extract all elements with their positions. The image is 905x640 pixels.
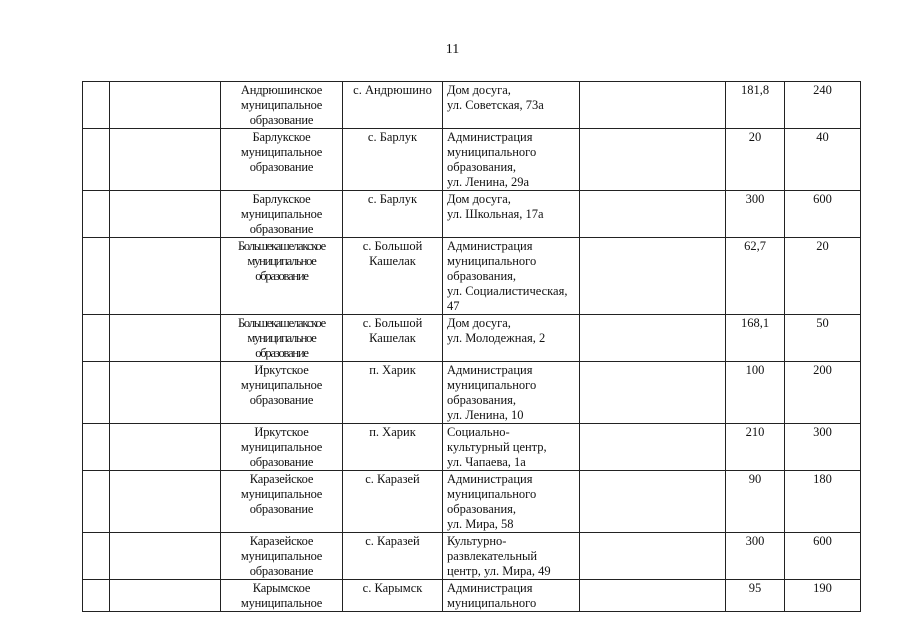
blank-cell bbox=[110, 315, 221, 362]
address-line: Дом досуга, bbox=[447, 83, 511, 97]
value-2: 200 bbox=[813, 363, 832, 377]
value-cell-2 bbox=[785, 191, 861, 238]
address-line: муниципального bbox=[447, 487, 537, 501]
blank-cell bbox=[110, 580, 221, 612]
municipality-line: муниципальное bbox=[240, 596, 323, 610]
blank-cell bbox=[110, 471, 221, 533]
municipality-line: Андрюшинское bbox=[240, 83, 323, 97]
address-line: Дом досуга, bbox=[447, 316, 511, 330]
blank-cell bbox=[110, 82, 221, 129]
settlement-line: с. Каразей bbox=[365, 472, 420, 486]
address-line: ул. Ленина, 10 bbox=[447, 408, 524, 422]
value-cell-2 bbox=[785, 129, 861, 191]
settlement-line: с. Барлук bbox=[367, 130, 418, 144]
settlement-line: п. Харик bbox=[369, 425, 416, 439]
value-cell-1 bbox=[726, 471, 785, 533]
settlement-line: с. Каразей bbox=[365, 534, 420, 548]
value-cell-1 bbox=[726, 362, 785, 424]
settlement-cell bbox=[343, 315, 443, 362]
address-line: центр, ул. Мира, 49 bbox=[447, 564, 551, 578]
blank-cell bbox=[110, 362, 221, 424]
municipality-line: образование bbox=[255, 346, 308, 360]
blank-cell bbox=[580, 315, 726, 362]
address-cell bbox=[443, 362, 580, 424]
settlement-line: с. Большой bbox=[362, 316, 423, 330]
address-cell bbox=[443, 82, 580, 129]
municipality-line: Каразейское bbox=[249, 534, 314, 548]
value-cell-2 bbox=[785, 362, 861, 424]
settlement-cell bbox=[343, 129, 443, 191]
settlement-line: п. Харик bbox=[369, 363, 416, 377]
table-row bbox=[83, 471, 861, 533]
value-cell-1 bbox=[726, 191, 785, 238]
blank-cell bbox=[580, 129, 726, 191]
municipality-cell bbox=[221, 82, 343, 129]
settlement-cell bbox=[343, 424, 443, 471]
value-2: 180 bbox=[813, 472, 832, 486]
value-1: 95 bbox=[748, 581, 762, 595]
value-2: 40 bbox=[816, 130, 829, 144]
index-cell bbox=[83, 471, 110, 533]
value-1: 62,7 bbox=[744, 239, 766, 253]
settlement-line: с. Большой bbox=[362, 239, 423, 253]
value-1: 210 bbox=[745, 425, 765, 439]
table-row bbox=[83, 129, 861, 191]
value-cell-1 bbox=[726, 315, 785, 362]
municipality-line: Барлукское bbox=[252, 130, 311, 144]
address-line: ул. Чапаева, 1а bbox=[447, 455, 526, 469]
value-2: 600 bbox=[813, 192, 832, 206]
value-cell-2 bbox=[785, 238, 861, 315]
table-row bbox=[83, 580, 861, 612]
address-line: муниципального bbox=[447, 378, 537, 392]
value-cell-1 bbox=[726, 424, 785, 471]
index-cell bbox=[83, 424, 110, 471]
index-cell bbox=[83, 191, 110, 238]
municipality-line: муниципальное bbox=[240, 440, 323, 454]
municipality-cell bbox=[221, 424, 343, 471]
index-cell bbox=[83, 82, 110, 129]
value-2: 20 bbox=[816, 239, 829, 253]
municipality-line: муниципальное bbox=[240, 487, 323, 501]
value-1: 168,1 bbox=[740, 316, 770, 330]
blank-cell bbox=[110, 129, 221, 191]
value-cell-2 bbox=[785, 580, 861, 612]
address-line: образования, bbox=[447, 502, 517, 516]
settlement-line: Кашелак bbox=[369, 254, 416, 268]
blank-cell bbox=[580, 82, 726, 129]
index-cell bbox=[83, 580, 110, 612]
table-row bbox=[83, 533, 861, 580]
value-cell-1 bbox=[726, 533, 785, 580]
address-line: образования, bbox=[447, 160, 517, 174]
blank-cell bbox=[110, 191, 221, 238]
municipality-cell bbox=[221, 471, 343, 533]
municipality-cell bbox=[221, 580, 343, 612]
value-2: 600 bbox=[813, 534, 832, 548]
municipality-line: образование bbox=[249, 113, 314, 127]
value-1: 300 bbox=[745, 192, 765, 206]
value-2: 190 bbox=[813, 581, 832, 595]
address-cell bbox=[443, 424, 580, 471]
blank-cell bbox=[580, 471, 726, 533]
address-line: Администрация bbox=[447, 130, 533, 144]
municipality-cell bbox=[221, 533, 343, 580]
address-line: Администрация bbox=[447, 239, 533, 253]
address-line: развлекательный bbox=[447, 549, 538, 563]
address-line: Администрация bbox=[447, 472, 533, 486]
municipality-cell bbox=[221, 315, 343, 362]
value-cell-1 bbox=[726, 129, 785, 191]
address-cell bbox=[443, 191, 580, 238]
municipality-line: Иркутское bbox=[254, 425, 309, 439]
value-cell-2 bbox=[785, 424, 861, 471]
address-line: Администрация bbox=[447, 581, 533, 595]
address-line: ул. Советская, 73а bbox=[447, 98, 544, 112]
index-cell bbox=[83, 129, 110, 191]
page-number: 11 bbox=[445, 42, 460, 57]
municipality-line: муниципальное bbox=[240, 549, 323, 563]
table-row bbox=[83, 238, 861, 315]
venues-table bbox=[82, 81, 861, 612]
address-line: муниципального bbox=[447, 254, 537, 268]
municipality-line: муниципальное bbox=[247, 331, 316, 345]
municipality-line: образование bbox=[249, 160, 314, 174]
municipality-line: Каразейское bbox=[249, 472, 314, 486]
value-1: 100 bbox=[745, 363, 765, 377]
value-cell-2 bbox=[785, 471, 861, 533]
address-line: ул. Мира, 58 bbox=[447, 517, 514, 531]
blank-cell bbox=[580, 580, 726, 612]
table-row bbox=[83, 315, 861, 362]
address-cell bbox=[443, 129, 580, 191]
municipality-line: образование bbox=[249, 393, 314, 407]
municipality-line: Иркутское bbox=[254, 363, 309, 377]
municipality-cell bbox=[221, 238, 343, 315]
municipality-line: Большекашелакское bbox=[237, 239, 326, 253]
settlement-cell bbox=[343, 238, 443, 315]
value-1: 90 bbox=[748, 472, 762, 486]
municipality-line: муниципальное bbox=[247, 254, 316, 268]
address-cell bbox=[443, 315, 580, 362]
address-line: Социально- bbox=[447, 425, 510, 439]
index-cell bbox=[83, 533, 110, 580]
address-line: ул. Ленина, 29а bbox=[447, 175, 530, 189]
settlement-line: с. Карымск bbox=[362, 581, 423, 595]
address-line: 47 bbox=[447, 299, 460, 313]
municipality-line: образование bbox=[249, 222, 314, 236]
address-cell bbox=[443, 471, 580, 533]
municipality-line: Большекашелакское bbox=[237, 316, 326, 330]
table-row bbox=[83, 82, 861, 129]
municipality-cell bbox=[221, 362, 343, 424]
value-cell-1 bbox=[726, 82, 785, 129]
index-cell bbox=[83, 362, 110, 424]
address-line: Администрация bbox=[447, 363, 533, 377]
blank-cell bbox=[110, 424, 221, 471]
index-cell bbox=[83, 238, 110, 315]
value-cell-2 bbox=[785, 82, 861, 129]
address-line: Культурно- bbox=[447, 534, 507, 548]
municipality-line: Барлукское bbox=[252, 192, 311, 206]
address-cell bbox=[443, 238, 580, 315]
value-2: 240 bbox=[813, 83, 832, 97]
blank-cell bbox=[580, 238, 726, 315]
address-line: Дом досуга, bbox=[447, 192, 511, 206]
address-line: муниципального bbox=[447, 145, 537, 159]
settlement-line: с. Барлук bbox=[367, 192, 418, 206]
settlement-cell bbox=[343, 533, 443, 580]
settlement-line: Кашелак bbox=[369, 331, 416, 345]
address-cell bbox=[443, 533, 580, 580]
municipality-line: муниципальное bbox=[240, 207, 323, 221]
settlement-line: с. Андрюшино bbox=[353, 83, 432, 97]
blank-cell bbox=[110, 533, 221, 580]
municipality-line: муниципальное bbox=[240, 378, 323, 392]
municipality-line: муниципальное bbox=[240, 98, 323, 112]
table-row bbox=[83, 191, 861, 238]
address-line: муниципального bbox=[447, 596, 537, 610]
table-row bbox=[83, 424, 861, 471]
value-cell-2 bbox=[785, 533, 861, 580]
municipality-line: муниципальное bbox=[240, 145, 323, 159]
index-cell bbox=[83, 315, 110, 362]
blank-cell bbox=[580, 191, 726, 238]
value-2: 50 bbox=[816, 316, 829, 330]
address-line: образования, bbox=[447, 393, 517, 407]
municipality-cell bbox=[221, 191, 343, 238]
municipality-line: образование bbox=[249, 502, 314, 516]
address-line: ул. Социалистическая, bbox=[447, 284, 568, 298]
value-1: 20 bbox=[748, 130, 762, 144]
municipality-line: образование bbox=[255, 269, 308, 283]
address-line: ул. Школьная, 17а bbox=[447, 207, 544, 221]
address-line: образования, bbox=[447, 269, 517, 283]
blank-cell bbox=[580, 362, 726, 424]
blank-cell bbox=[580, 424, 726, 471]
municipality-line: Карымское bbox=[252, 581, 311, 595]
value-2: 300 bbox=[813, 425, 832, 439]
settlement-cell bbox=[343, 191, 443, 238]
municipality-line: образование bbox=[249, 564, 314, 578]
blank-cell bbox=[580, 533, 726, 580]
municipality-cell bbox=[221, 129, 343, 191]
value-1: 181,8 bbox=[740, 83, 770, 97]
municipality-line: образование bbox=[249, 455, 314, 469]
blank-cell bbox=[110, 238, 221, 315]
settlement-cell bbox=[343, 362, 443, 424]
address-line: культурный центр, bbox=[447, 440, 547, 454]
value-cell-1 bbox=[726, 580, 785, 612]
address-cell bbox=[443, 580, 580, 612]
value-1: 300 bbox=[745, 534, 765, 548]
address-line: ул. Молодежная, 2 bbox=[447, 331, 546, 345]
settlement-cell bbox=[343, 580, 443, 612]
value-cell-1 bbox=[726, 238, 785, 315]
table-row bbox=[83, 362, 861, 424]
value-cell-2 bbox=[785, 315, 861, 362]
settlement-cell bbox=[343, 471, 443, 533]
settlement-cell bbox=[343, 82, 443, 129]
